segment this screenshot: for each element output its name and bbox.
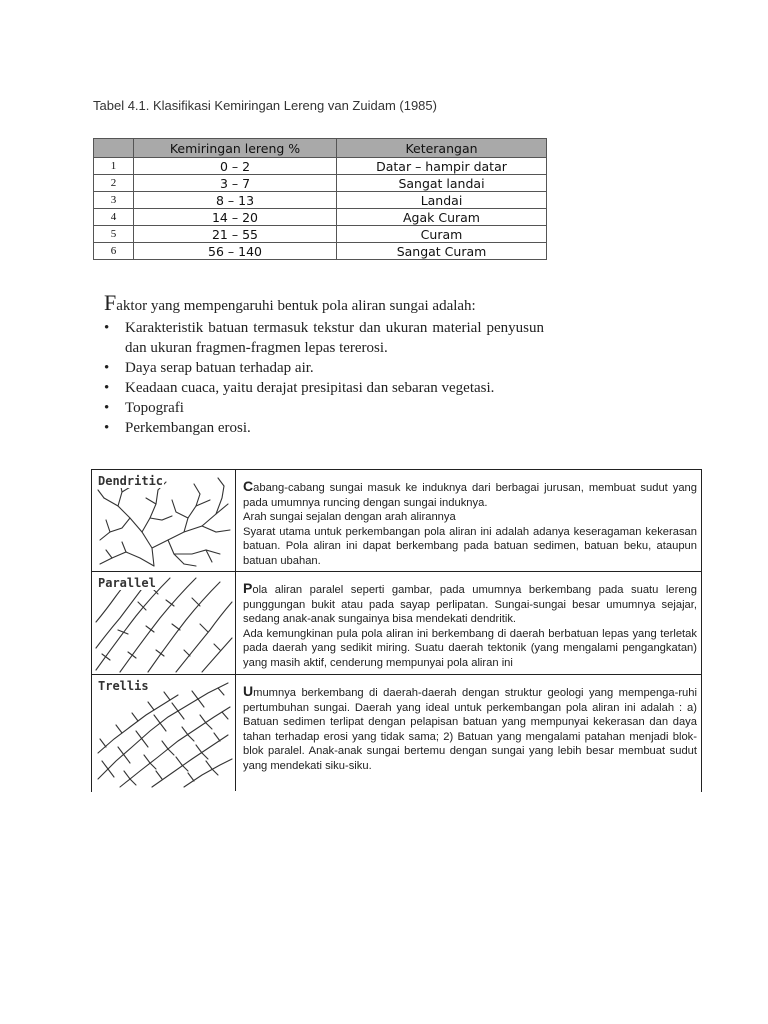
row-description: Sangat landai bbox=[337, 175, 547, 192]
pattern-row-parallel bbox=[92, 572, 701, 675]
pattern-initial: P bbox=[243, 580, 253, 596]
table-row bbox=[94, 158, 547, 175]
table-row bbox=[94, 226, 547, 243]
table-header-row bbox=[94, 139, 547, 158]
trellis-sketch bbox=[92, 675, 236, 791]
factors-intro-text: aktor yang mempengaruhi bentuk pola aliran sungai adalah: bbox=[116, 298, 476, 314]
pattern-description bbox=[243, 684, 697, 774]
row-slope-range: 56 – 140 bbox=[134, 243, 337, 260]
row-description: Sangat Curam bbox=[337, 243, 547, 260]
row-description: Datar – hampir datar bbox=[337, 158, 547, 175]
row-number: 6 bbox=[94, 243, 134, 260]
pattern-paragraph-text: ola aliran paralel seperti gambar, pada umumnya berkembang pada suatu lereng punggungan bukit atau pada sayap perlipatan. Sungai-sungai besar umumnya sejajar, sedang anak-anak sungainya bisa mendekati dendritik. bbox=[243, 584, 697, 626]
factors-intro-initial: F bbox=[104, 290, 117, 315]
header-number bbox=[94, 139, 134, 158]
row-number: 3 bbox=[94, 192, 134, 209]
pattern-row-trellis bbox=[92, 675, 701, 791]
row-description: Landai bbox=[337, 192, 547, 209]
pattern-description bbox=[243, 581, 697, 671]
header-description: Keterangan bbox=[337, 139, 547, 158]
row-description: Agak Curam bbox=[337, 209, 547, 226]
pattern-initial: C bbox=[243, 478, 254, 494]
pattern-paragraph-text: abang-cabang sungai masuk ke induknya dari berbagai jurusan, membuat sudut yang pada umumnya runcing dengan sungai induknya. bbox=[243, 482, 697, 509]
dendritic-sketch bbox=[92, 470, 236, 571]
list-item: • Karakteristik batuan termasuk tekstur dan ukuran material penyusun dan ukuran fragmen-fragmen lepas tererosi. bbox=[104, 318, 544, 358]
row-number: 1 bbox=[94, 158, 134, 175]
list-item: • Daya serap batuan terhadap air. bbox=[104, 358, 544, 378]
pattern-paragraph bbox=[243, 581, 697, 627]
pattern-label: Dendritic bbox=[98, 474, 164, 488]
table-row bbox=[94, 209, 547, 226]
table-row bbox=[94, 243, 547, 260]
row-slope-range: 8 – 13 bbox=[134, 192, 337, 209]
row-number: 4 bbox=[94, 209, 134, 226]
slope-classification-table bbox=[93, 138, 547, 260]
header-slope: Kemiringan lereng % bbox=[134, 139, 337, 158]
row-number: 5 bbox=[94, 226, 134, 243]
list-item: • Perkembangan erosi. bbox=[104, 418, 544, 438]
row-slope-range: 0 – 2 bbox=[134, 158, 337, 175]
row-slope-range: 21 – 55 bbox=[134, 226, 337, 243]
pattern-description bbox=[243, 479, 697, 569]
factors-section bbox=[104, 290, 544, 438]
table-row bbox=[94, 192, 547, 209]
factors-intro bbox=[104, 290, 544, 316]
drainage-patterns-table bbox=[91, 469, 702, 792]
row-slope-range: 3 – 7 bbox=[134, 175, 337, 192]
list-item: • Topografi bbox=[104, 398, 544, 418]
row-number: 2 bbox=[94, 175, 134, 192]
parallel-sketch bbox=[92, 572, 236, 674]
pattern-paragraph bbox=[243, 684, 697, 774]
pattern-paragraph bbox=[243, 479, 697, 510]
pattern-row-dendritic bbox=[92, 470, 701, 572]
pattern-label: Parallel bbox=[98, 576, 156, 590]
table-row bbox=[94, 175, 547, 192]
row-description: Curam bbox=[337, 226, 547, 243]
row-slope-range: 14 – 20 bbox=[134, 209, 337, 226]
pattern-paragraph-text: mumnya berkembang di daerah-daerah dengan struktur geologi yang mempenga-ruhi pertumbuhan sungai. Daerah yang ideal untuk perkembangan pola aliran ini adalah : a) Batuan sedimen terlipat dengan pelapisan batuan yang mempunyai kekerasan dan daya tahan terhadap erosi yang tidak sama; 2) Batuan yang mengalami patahan menjadi blok-blok paralel. Anak-anak sungai bertemu dengan sungai yang lebih besar membuat sudut yang mendekati siku-siku. bbox=[243, 687, 697, 772]
pattern-paragraph: Ada kemungkinan pula pola aliran ini berkembang di daerah berbatuan lepas yang terletak pada daerah yang sedikit miring. Suatu daerah tektonik (yang mengalami pengangkatan) yang masih aktif, cenderung mempunyai pola aliran ini bbox=[243, 627, 697, 669]
pattern-label: Trellis bbox=[98, 679, 149, 693]
pattern-initial: U bbox=[243, 683, 254, 699]
factors-list bbox=[104, 318, 544, 438]
pattern-paragraph: Syarat utama untuk perkembangan pola aliran ini adalah adanya keseragaman kekerasan batuan. Pola aliran ini dapat berkembang pada batuan sedimen, batuan beku, ataupun batuan ubahan. bbox=[243, 525, 697, 567]
table-caption: Tabel 4.1. Klasifikasi Kemiringan Lereng van Zuidam (1985) bbox=[93, 98, 437, 113]
list-item: • Keadaan cuaca, yaitu derajat presipitasi dan sebaran vegetasi. bbox=[104, 378, 544, 398]
pattern-paragraph: Arah sungai sejalan dengan arah alirannya bbox=[243, 511, 456, 524]
